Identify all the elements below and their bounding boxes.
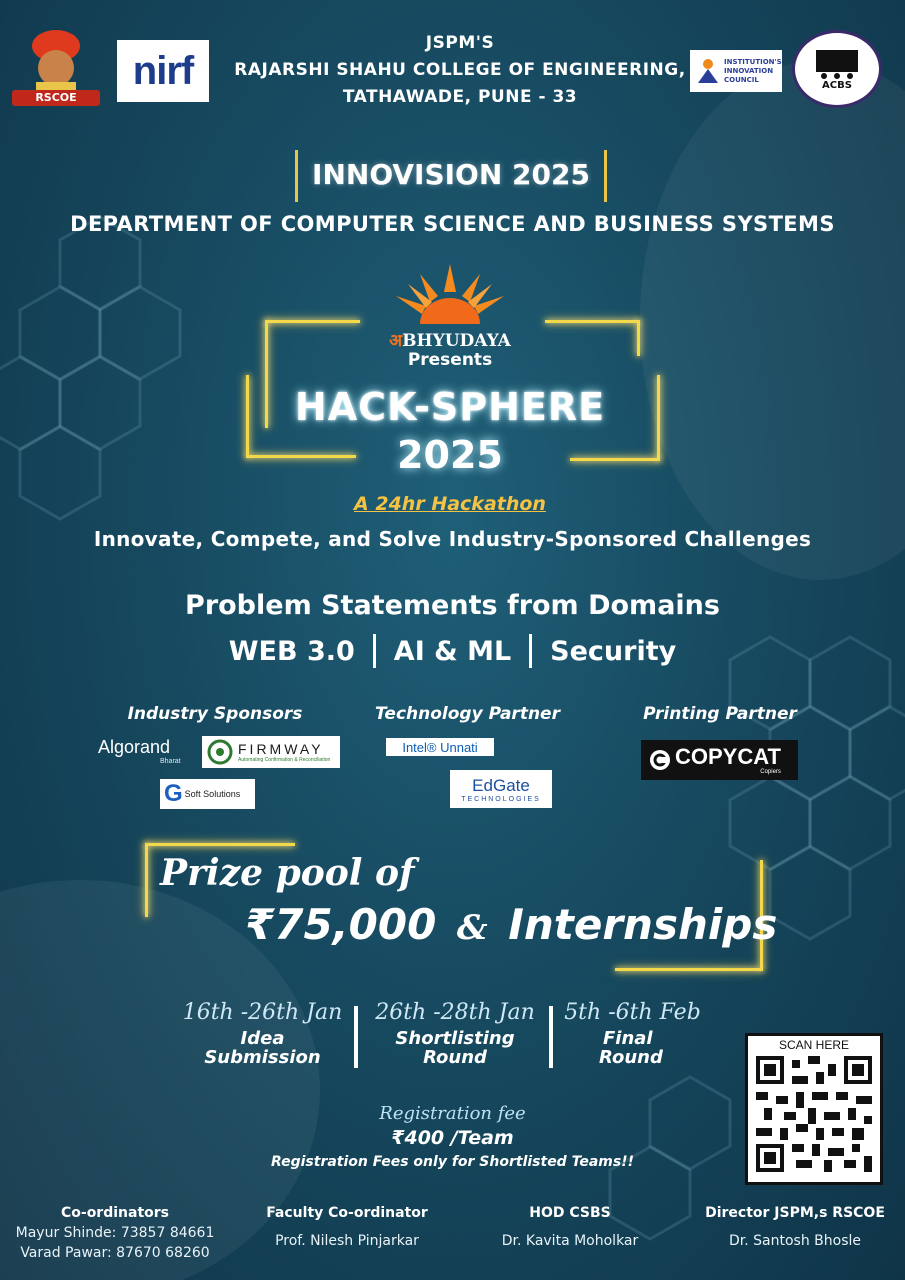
timeline-label: Shortlisting — [395, 1028, 515, 1049]
nirf-logo-text: nirf — [132, 48, 194, 93]
timeline-date: 26th -28th Jan — [375, 1000, 535, 1025]
copycat-sub-text: Copiers — [760, 769, 781, 775]
event-title: INNOVISION 2025 — [312, 158, 590, 191]
coordinators-title: Co-ordinators — [60, 1205, 169, 1221]
prize-ampersand: & — [456, 908, 488, 948]
hackathon-tagline: Innovate, Compete, and Solve Industry-Sponsored Challenges — [93, 527, 812, 551]
iic-emblem-icon — [696, 57, 720, 85]
edgate-sub-text: TECHNOLOGIES — [461, 795, 541, 803]
copyright-c-icon — [649, 749, 671, 771]
abhyudaya-logo-text — [300, 328, 600, 351]
domains-list — [40, 634, 865, 668]
registration-fee: ₹400 /Team — [391, 1127, 514, 1149]
gsoft-logo-text: Soft Solutions — [184, 789, 241, 799]
gsoft-g-icon: G — [164, 780, 183, 807]
director-section — [695, 1205, 895, 1251]
algorand-logo-text: Algorand — [98, 737, 171, 757]
qr-scan-label: SCAN HERE — [778, 1038, 849, 1052]
qr-code-icon — [756, 1056, 872, 1172]
timeline-label: Round — [599, 1047, 663, 1068]
prize-pool-amount — [245, 900, 777, 949]
coordinator-contact: Mayur Shinde: 73857 84661 — [15, 1225, 215, 1241]
registration-qr-code[interactable] — [745, 1033, 883, 1185]
timeline-date: 5th -6th Feb — [564, 1000, 701, 1025]
timeline-label: Final — [603, 1028, 653, 1049]
domains-title: Problem Statements from Domains — [185, 590, 720, 621]
firmway-logo — [202, 736, 340, 768]
domain-separator — [529, 634, 532, 668]
iic-logo — [690, 50, 782, 92]
intel-unnati-logo — [386, 738, 494, 756]
firmway-sub-text: Automating Confirmation & Reconciliation — [238, 757, 331, 763]
college-line2: RAJARSHI SHAHU COLLEGE OF ENGINEERING, — [234, 60, 686, 80]
iic-logo-text: INSTITUTION'S INNOVATION COUNCIL — [724, 57, 782, 84]
abhyudaya-prefix: अ — [389, 331, 403, 351]
rscoe-logo-text: RSCOE — [35, 91, 77, 104]
nirf-logo — [117, 40, 209, 102]
faculty-coordinator-name: Prof. Nilesh Pinjarkar — [275, 1233, 419, 1249]
domain-item: Security — [550, 635, 677, 667]
hackathon-title: HACK-SPHERE — [294, 385, 606, 429]
industry-sponsors-title: Industry Sponsors — [127, 704, 303, 724]
timeline-stage — [555, 1000, 710, 1067]
timeline-separator — [354, 1006, 358, 1068]
frame-line — [637, 320, 640, 356]
faculty-coordinator-title: Faculty Co-ordinator — [266, 1205, 428, 1221]
director-title: Director JSPM,s RSCOE — [705, 1205, 885, 1221]
acbs-logo — [792, 30, 882, 108]
registration-label: Registration fee — [379, 1103, 526, 1124]
frame-line — [615, 968, 763, 971]
coordinators-section — [10, 1205, 220, 1263]
edgate-logo — [450, 770, 552, 808]
frame-line — [545, 320, 640, 323]
firmway-logo-text: FIRMWAY — [238, 741, 324, 757]
college-name — [220, 30, 700, 111]
hod-title: HOD CSBS — [529, 1205, 611, 1221]
hod-section — [480, 1205, 660, 1251]
coordinator-contact: Varad Pawar: 87670 68260 — [20, 1245, 210, 1261]
copycat-logo-text: COPYCAT — [675, 744, 781, 769]
department-name: DEPARTMENT OF COMPUTER SCIENCE AND BUSINESS SYSTEMS — [70, 212, 835, 236]
intel-unnati-text: Intel® Unnati — [402, 739, 478, 755]
gsoft-logo — [160, 779, 255, 809]
timeline-label: Round — [423, 1047, 487, 1068]
algorand-logo — [98, 736, 190, 766]
abhyudaya-name: BHYUDAYA — [402, 331, 511, 351]
timeline-stage — [365, 1000, 545, 1067]
frame-line — [145, 843, 295, 846]
timeline-stage — [170, 1000, 355, 1067]
college-line3: TATHAWADE, PUNE - 33 — [342, 87, 578, 107]
domain-item: AI & ML — [393, 635, 512, 667]
algorand-sub-text: Bharat — [160, 758, 181, 765]
presentation-board-icon — [814, 48, 860, 80]
college-line1: JSPM'S — [425, 33, 495, 53]
timeline-label: Submission — [204, 1047, 321, 1068]
domain-separator — [373, 634, 376, 668]
domain-item: WEB 3.0 — [228, 635, 355, 667]
prize-extra: Internships — [508, 900, 778, 949]
edgate-logo-text: EdGate — [472, 775, 530, 795]
firmway-emblem-icon — [206, 739, 234, 765]
timeline-separator — [549, 1006, 553, 1068]
printing-partner-title: Printing Partner — [643, 704, 797, 724]
frame-line — [145, 843, 148, 917]
registration-note: Registration Fees only for Shortlisted Teams!! — [271, 1154, 634, 1170]
hackathon-year: 2025 — [397, 433, 503, 477]
timeline-date: 16th -26th Jan — [182, 1000, 343, 1025]
timeline-label: Idea — [240, 1028, 285, 1049]
prize-pool-label: Prize pool of — [160, 852, 415, 894]
presents-text: Presents — [407, 350, 493, 370]
frame-line — [265, 320, 360, 323]
director-name: Dr. Santosh Bhosle — [728, 1233, 861, 1249]
copycat-logo — [641, 740, 798, 780]
technology-partner-title: Technology Partner — [375, 704, 560, 724]
sun-icon — [390, 262, 510, 332]
acbs-logo-text: ACBS — [822, 79, 852, 91]
prize-amount: ₹75,000 — [245, 900, 437, 949]
faculty-coordinator-section — [252, 1205, 442, 1251]
hod-name: Dr. Kavita Moholkar — [501, 1233, 639, 1249]
rscoe-logo — [10, 24, 102, 106]
hackathon-duration: A 24hr Hackathon — [354, 493, 546, 515]
